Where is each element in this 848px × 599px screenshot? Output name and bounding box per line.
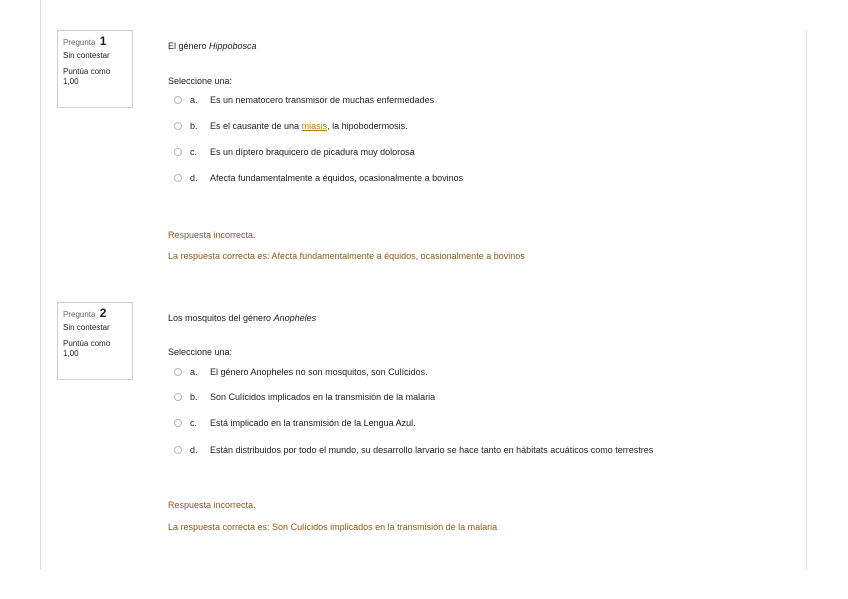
option-letter: d.: [190, 445, 198, 455]
question-state: Sin contestar: [63, 323, 110, 332]
option-text: Son Culícidos implicados en la transmisión de la malaria: [210, 392, 436, 402]
option-letter: c.: [190, 147, 198, 157]
question-1-text: [168, 41, 257, 51]
question-grade-value: 1,00: [63, 77, 79, 86]
radio-button[interactable]: [174, 122, 182, 130]
option-text: Afecta fundamentalmente a équidos, ocasionalmente a bovinos: [210, 173, 464, 183]
question-text-prefix: El género: [168, 41, 210, 51]
question-text-italic: Hippobosca: [209, 41, 257, 51]
option-letter: a.: [190, 95, 198, 105]
question-1-option-a[interactable]: [174, 93, 434, 107]
question-1-option-b[interactable]: [174, 119, 408, 133]
question-1-number-line: [63, 35, 132, 49]
miasis-link[interactable]: miasis: [301, 121, 328, 131]
question-2-option-b[interactable]: [174, 390, 435, 404]
question-1-option-c[interactable]: [174, 145, 415, 159]
question-1-option-d[interactable]: [174, 171, 463, 185]
radio-button[interactable]: [174, 96, 182, 104]
question-2-option-d[interactable]: [174, 443, 653, 457]
question-2-text: [168, 313, 316, 323]
question-1-feedback-status: Respuesta incorrecta.: [168, 230, 256, 240]
option-letter: c.: [190, 418, 198, 428]
question-number: 2: [99, 306, 107, 320]
question-2-prompt: Seleccione una:: [168, 347, 233, 357]
question-2-option-a[interactable]: [174, 365, 428, 379]
radio-button[interactable]: [174, 419, 182, 427]
question-1-prompt: Seleccione una:: [168, 76, 233, 86]
option-text: Es un nematocero transmisor de muchas enfermedades: [210, 95, 435, 105]
radio-button[interactable]: [174, 174, 182, 182]
radio-button[interactable]: [174, 368, 182, 376]
question-state: Sin contestar: [63, 51, 110, 60]
option-letter: b.: [190, 121, 198, 131]
option-text: Están distribuidos por todo el mundo, su desarrollo larvario se hace tanto en hábitats acuáticos como terrestres: [210, 445, 654, 455]
question-2-number-line: [63, 307, 132, 321]
option-text: El género Anopheles no son mosquitos, son Culícidos.: [210, 367, 428, 377]
question-1-correct-answer: La respuesta correcta es: Afecta fundamentalmente a équidos, ocasionalmente a bovinos: [168, 251, 525, 261]
question-2-info: [57, 302, 133, 380]
radio-button[interactable]: [174, 393, 182, 401]
option-letter: a.: [190, 367, 198, 377]
question-1-info: [57, 30, 133, 108]
question-2-feedback-status: Respuesta incorrecta.: [168, 500, 256, 510]
option-text: Es un díptero braquicero de picadura muy dolorosa: [210, 147, 415, 157]
page-left-border: [40, 0, 41, 570]
option-text-before: Es el causante de una: [210, 121, 302, 131]
question-text-italic: Anopheles: [273, 313, 317, 323]
option-letter: d.: [190, 173, 198, 183]
radio-button[interactable]: [174, 148, 182, 156]
question-2-option-c[interactable]: [174, 416, 416, 430]
option-text: Está implicado en la transmisión de la Lengua Azul.: [210, 418, 416, 428]
option-text-after: , la hipobodermosis.: [327, 121, 408, 131]
question-2-correct-answer: La respuesta correcta es: Son Culícidos implicados en la transmisión de la malaria: [168, 522, 498, 532]
question-grade-value: 1,00: [63, 349, 79, 358]
question-number: 1: [99, 34, 107, 48]
radio-button[interactable]: [174, 446, 182, 454]
question-number-label: Pregunta: [63, 38, 96, 47]
question-text-prefix: Los mosquitos del género: [168, 313, 274, 323]
question-number-label: Pregunta: [63, 310, 96, 319]
page-right-border: [806, 30, 807, 570]
option-letter: b.: [190, 392, 198, 402]
question-grade-label: Puntúa como: [63, 67, 111, 76]
question-grade-label: Puntúa como: [63, 339, 111, 348]
